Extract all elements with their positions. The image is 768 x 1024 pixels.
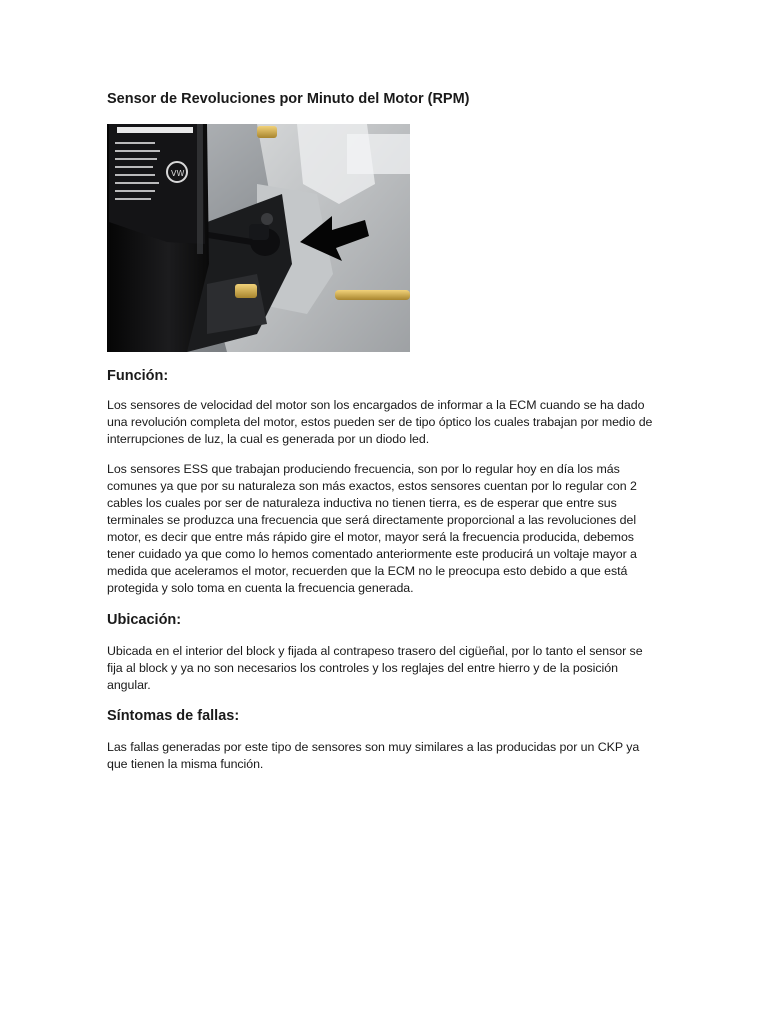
paragraph-funcion-1: Los sensores de velocidad del motor son los encargados de informar a la ECM cuando se ha dado una revolución completa del motor, estos pueden ser de tipo óptico los cuales trabajan por medio de interrupciones de luz, la cual es generada por un diodo led.	[107, 398, 653, 446]
section-heading-sintomas: Síntomas de fallas:	[107, 708, 240, 724]
svg-text:VW: VW	[171, 169, 185, 178]
page-title: Sensor de Revoluciones por Minuto del Motor (RPM)	[107, 91, 470, 107]
section-heading-funcion: Función:	[107, 368, 169, 384]
section-heading-ubicacion: Ubicación:	[107, 612, 182, 628]
paragraph-ubicacion: Ubicada en el interior del block y fijada al contrapeso trasero del cigüeñal, por lo tanto el sensor se fija al block y ya no son necesarios los controles y los reglajes del entre hierro y de la posición angular.	[107, 644, 643, 692]
paragraph-funcion-2: Los sensores ESS que trabajan produciendo frecuencia, son por lo regular hoy en día los más comunes ya que por su naturaleza son más exactos, estos sensores cuentan por lo regular con 2 cables los cuales por ser de naturaleza inductiva no tienen tierra, es de esperar que entre sus terminales se produzca una frecuencia que será directamente proporcional a las revoluciones del motor, es decir que entre más rápido gire el motor, mayor será la frecuencia producida, debemos tener cuidado ya que como lo hemos comentado anteriormente este producirá un voltaje mayor a medida que aceleramos el motor, recuerden que la ECM no le preocupa esto debido a que está protegida y solo toma en cuenta la frecuencia generada.	[107, 462, 637, 595]
paragraph-sintomas: Las fallas generadas por este tipo de sensores son muy similares a las producidas por un CKP ya que tienen la misma función.	[107, 740, 640, 771]
engine-sensor-photo	[107, 124, 410, 352]
